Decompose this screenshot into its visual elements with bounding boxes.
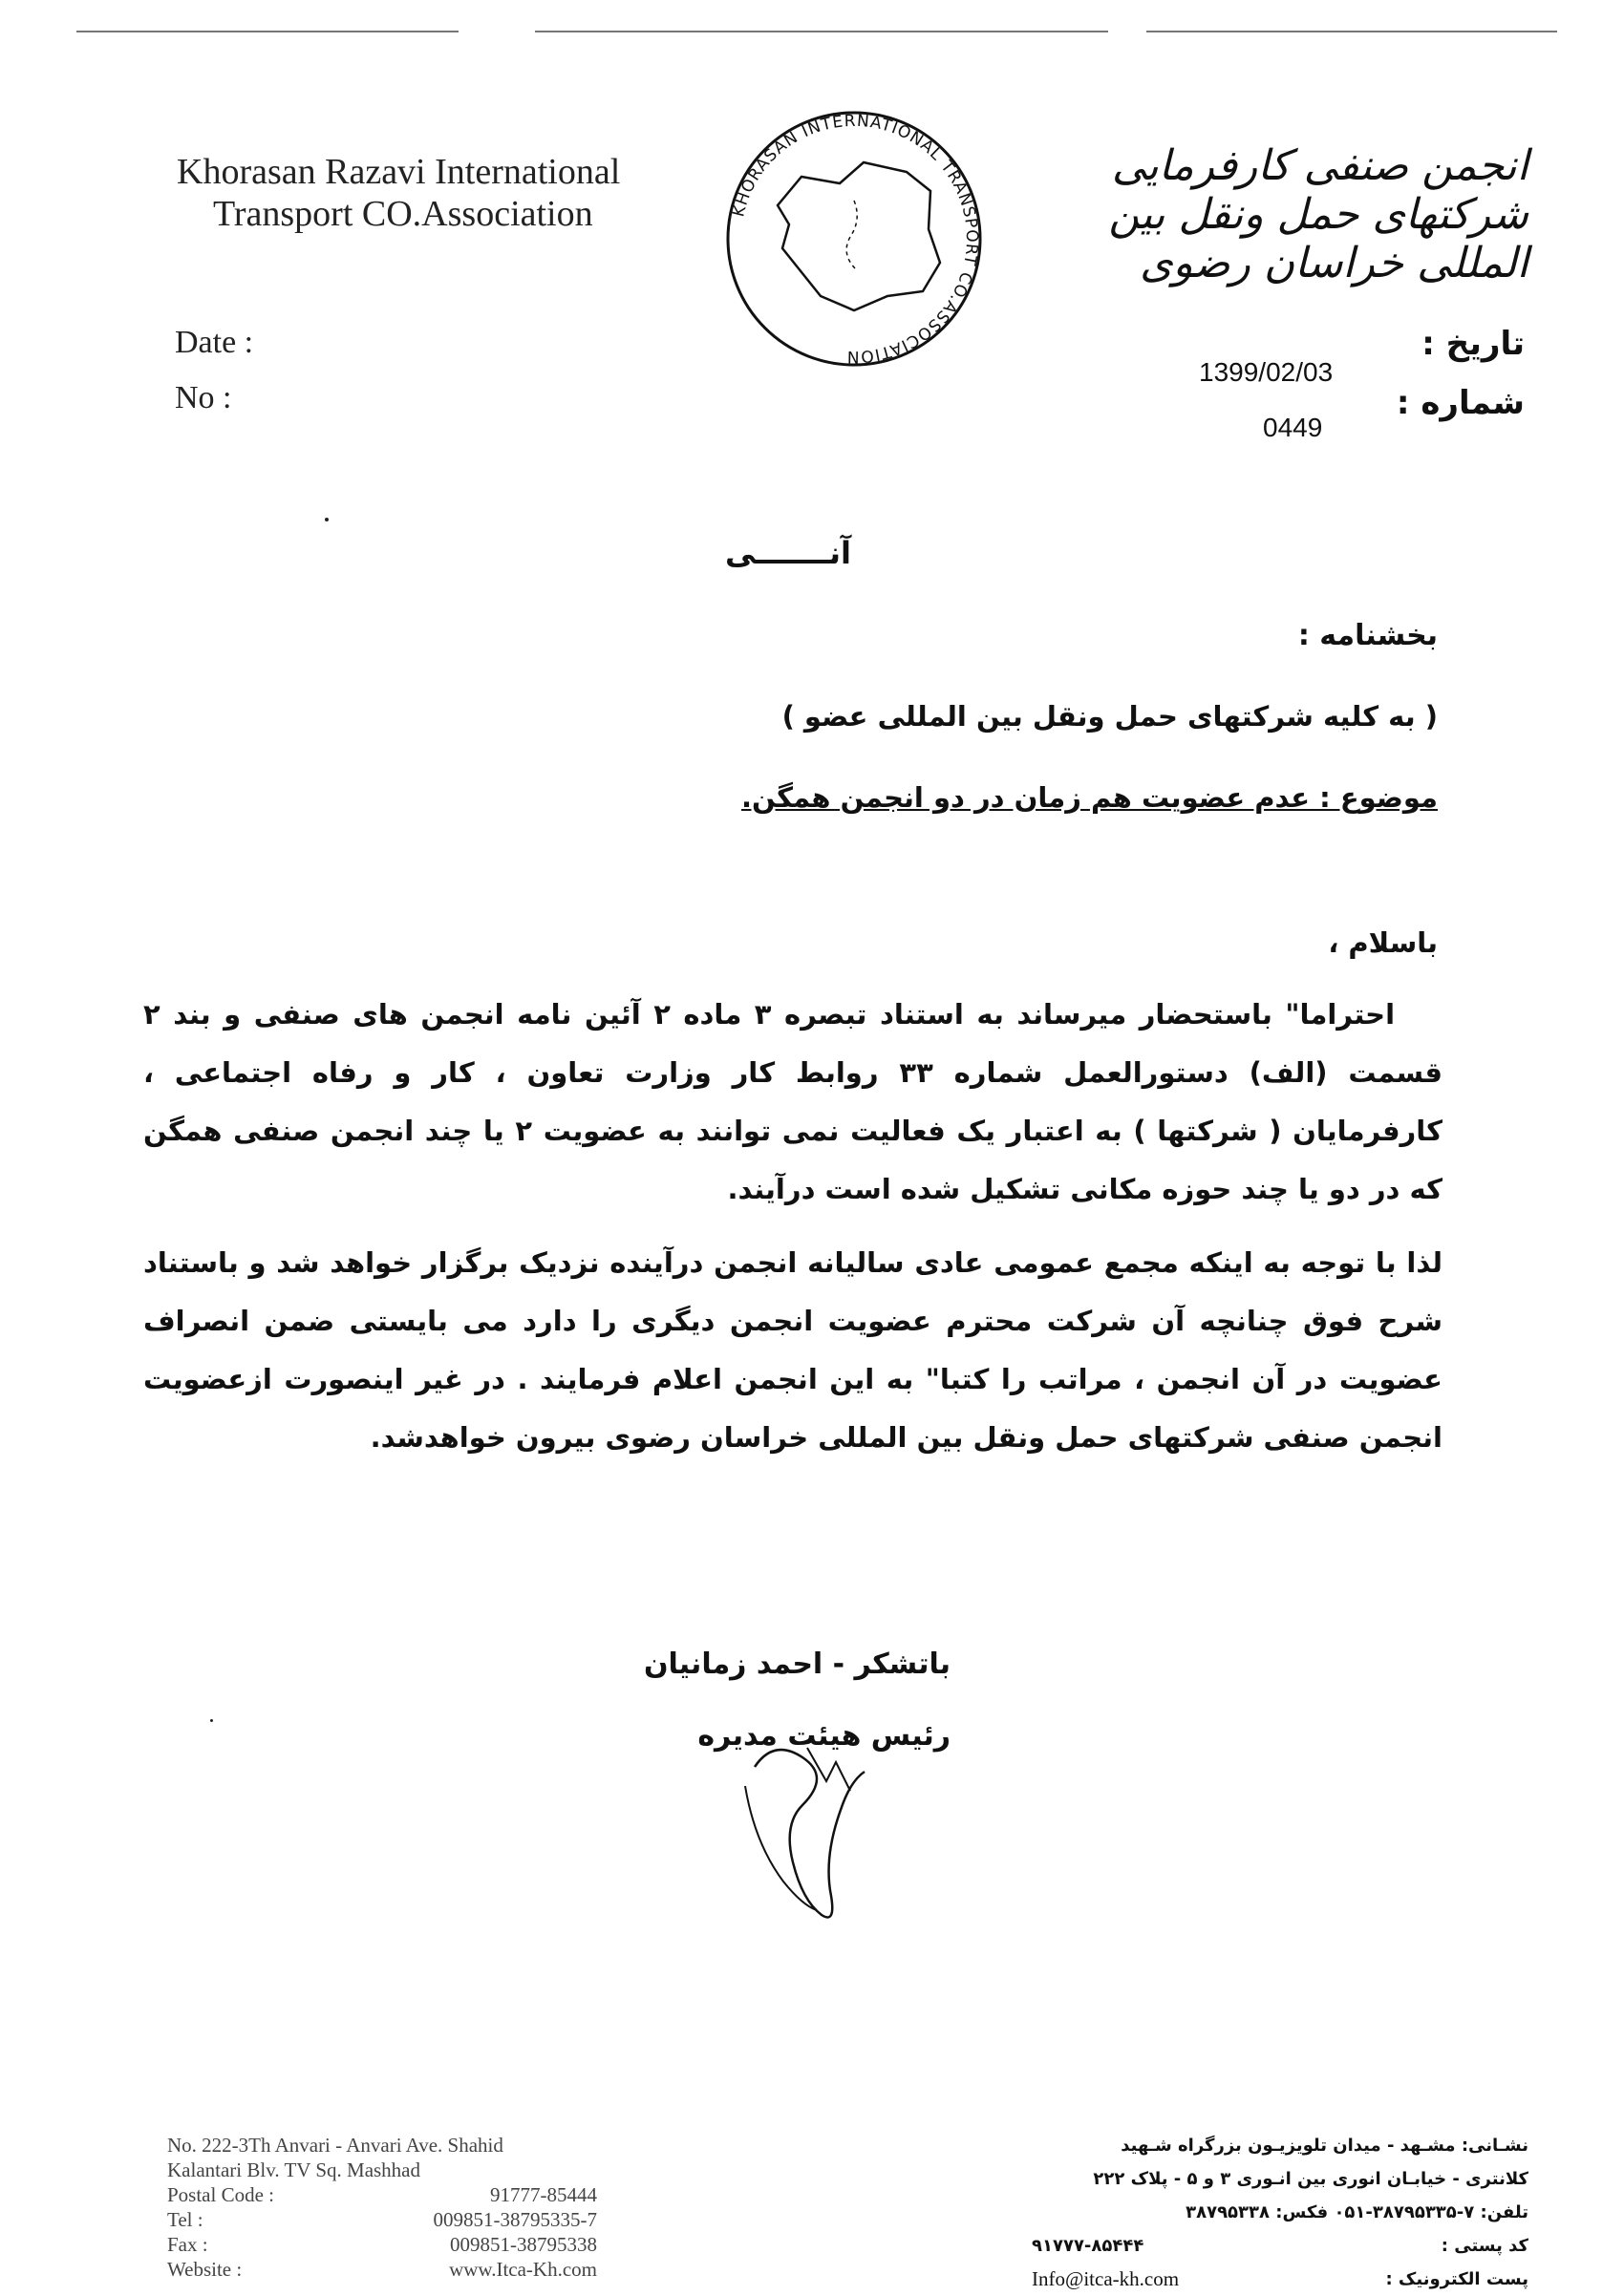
circular-label: بخشنامه : [1297, 619, 1438, 652]
no-label-en: No : [175, 380, 232, 415]
handwritten-signature [716, 1710, 908, 1929]
paragraph-2: لذا با توجه به اینکه مجمع عمومی عادی سالیانه انجمن درآینده نزدیک برگزار خواهد شد و باستناد شرح فوق چنانچه آن شرکت محترم عضویت انجمن دیگری را دارد می بایستی ضمن انصراف عضویت در آن انجمن ، مراتب را کتبا" به این انجمن اعلام فرمایند . در غیر اینصورت ازعضویت انجمن صنفی شرکتهای حمل ونقل بین المللی خراسان رضوی بیرون خواهدشد. [143, 1246, 1442, 1454]
recipients-line: ( به کلیه شرکتهای حمل ونقل بین المللی عضو ) [781, 700, 1438, 733]
greeting: باسلام ، [1328, 926, 1438, 959]
date-value: 1399/02/03 [1199, 357, 1334, 387]
top-rule-right [1146, 31, 1557, 32]
footer-tel-row: Tel : 009851-38795335-7 [167, 2208, 597, 2231]
speck [325, 518, 329, 521]
footer-contact-fa [1032, 2129, 1528, 2296]
footer-contact-en [167, 2133, 597, 2282]
signatory-title: رئیس هیئت مدیره [697, 1719, 951, 1753]
footer-postal-row: Postal Code : 91777-85444 [167, 2183, 597, 2206]
seal-ring-text: KHORASAN INTERNATIONAL TRANSPORT CO.ASSOCIATION [729, 111, 982, 367]
seal-graphic [711, 96, 997, 382]
website-link[interactable]: www.Itca-Kh.com [449, 2258, 597, 2281]
footer-website-row: Website : www.Itca-Kh.com [167, 2258, 597, 2281]
org-name-en: Khorasan Razavi International Transport CO.Association [177, 152, 621, 234]
date-label-fa: تاریخ : [1421, 325, 1525, 363]
footer-fa-postal-row: کد پستی : ۹۱۷۷۷-۸۵۴۴۴ [1032, 2236, 1528, 2256]
top-rule-center [535, 31, 1108, 32]
subject-line: موضوع : عدم عضویت هم زمان در دو انجمن همگن. [740, 781, 1438, 814]
top-rule-left [76, 31, 459, 32]
email-link[interactable]: Info@itca-kh.com [1032, 2267, 1180, 2290]
footer-address-line: No. 222-3Th Anvari - Anvari Ave. Shahid [167, 2134, 503, 2157]
speck [210, 1719, 213, 1722]
org-name-fa: انجمن صنفی کارفرمایی شرکتهای حمل ونقل بین المللی خراسان رضوی [1108, 141, 1528, 287]
footer-fa-address-line: نشـانی: مشـهد - میدان تلویزیـون بزرگراه شـهید [1121, 2136, 1528, 2156]
footer-fa-email-row: پست الکترونیک : Info@itca-kh.com [1032, 2263, 1528, 2296]
footer-fax-row: Fax : 009851-38795338 [167, 2233, 597, 2256]
closing-line: باتشکر - احمد زمانیان [643, 1648, 951, 1681]
no-label-fa: شماره : [1396, 384, 1525, 422]
number-value: 0449 [1263, 413, 1323, 442]
footer-fa-phone-line: تلفن: ۷-۳۸۷۹۵۳۳۵-۰۵۱ فکس: ۳۸۷۹۵۳۳۸ [1186, 2202, 1528, 2222]
paragraph-1: احتراما" باستحضار میرساند به استناد تبصره ۳ ماده ۲ آئین نامه انجمن های صنفی و بند ۲ قسمت (الف) دستورالعمل شماره ۳۳ روابط کار وزارت تعاون ، کار و رفاه اجتماعی ، کارفرمایان ( شرکتها ) به اعتبار یک فعالیت نمی توانند به عضویت ۲ یا چند انجمن صنفی همگن که در دو یا چند حوزه مکانی تشکیل شده است درآیند. [143, 998, 1443, 1205]
urgent-heading: آنـــــــی [725, 535, 851, 571]
association-seal-logo [711, 96, 997, 382]
date-label-en: Date : [175, 325, 254, 360]
footer-fa-address-line: کلانتری - خیابـان انوری بین انـوری ۳ و ۵ - پلاک ۲۲۲ [1093, 2169, 1528, 2189]
footer-address-line: Kalantari Blv. TV Sq. Mashhad [167, 2158, 421, 2181]
